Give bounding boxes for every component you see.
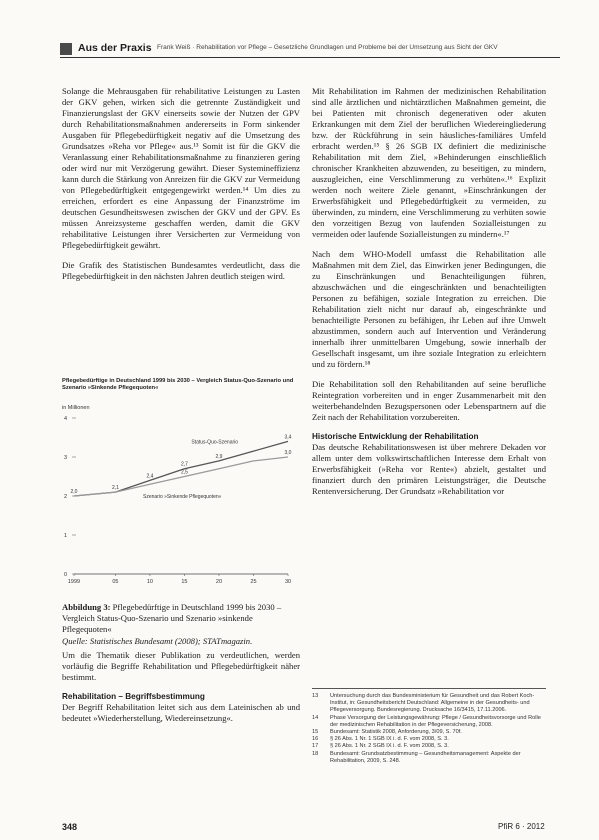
paragraph: Die Grafik des Statistischen Bundesamtes verdeutlicht, dass die Pflegebedürftigkeit in den nächsten Jahren deutlich steigen wird. (62, 260, 300, 281)
chart-ylabel: in Millionen (62, 405, 90, 411)
footnotes (312, 688, 546, 765)
footnote-number: 16 (312, 736, 319, 743)
x-tick-label: 15 (181, 579, 188, 585)
footnote-text: Bundesamt: Statistik 2008, Anforderung, 3/09, S. 70f. (330, 729, 462, 736)
figure-chart (62, 378, 300, 600)
paragraph: Solange die Mehrausgaben für rehabilitative Leistungen zu Lasten der GKV gehen, wirken sich die getrennte Zuständigkeit und Finanzierungslast der GKV einerseits sowie der Nutzen der GPV durch Rehabilitationsmaßnahmen andererseits in Form sinkender Ausgaben für Pflegebedürftigkeit negativ auf die Umsetzung des Grundsatzes »Reha vor Pflege« aus.¹³ Somit ist für die GKV die Veranlassung einer Rehabilitationsmaßnahme zu finanzieren gering oder wird nur mit Verzögerung gewährt. Dieser Systemineffizienz kann durch die Stärkung von Anreizen für die GKV zur Vermeidung von Pflegebedürftigkeit entgegengewirkt werden.¹⁴ Um dies zu erreichen, erfordert es eine Anpassung der Finanzströme im deutschen Gesundheitswesen zwischen der GKV und der GPV. Es müssen Anreizsysteme geschaffen werden, damit die GKV rehabilitative Leistungen ihrer Versicherten zur Vermeidung von Pflegebedürftigkeit gewährt. (62, 86, 300, 250)
paragraph: Um die Thematik dieser Publikation zu verdeutlichen, werden vorläufig die Begriffe Rehabilitation und Pflegebedürftigkeit näher bestimmt. (62, 650, 300, 682)
y-tick-label: 2 (64, 494, 68, 500)
footnote (312, 743, 546, 750)
page-number: 348 (62, 822, 78, 832)
x-tick-label: 10 (146, 579, 153, 585)
paragraph: Mit Rehabilitation im Rahmen der medizinischen Rehabilitation sind alle ärztlichen und nichtärztlichen Maßnahmen gemeint, die bei Patienten mit chronisch degenerativen oder akuten Erkrankungen mit dem Ziel der beruflichen Wiedereingliederung bzw. der Rückführung in sein häusliches-familiäres Umfeld erbracht werden.¹⁵ § 26 SGB IX definiert die medizinische Rehabilitation mit dem Ziel, »Behinderungen einschließlich chronischer Krankheiten abzuwenden, zu beseitigen, zu mindern, auszugleichen, eine Verschlimmerung zu verhüten«.¹⁶ Explizit werden noch weitere Ziele genannt, »Einschränkungen der Erwerbsfähigkeit und Pflegebedürftigkeit zu vermeiden, zu überwinden, zu mindern, eine Verschlimmerung zu verhüten sowie den vorzeitigen Bezug von laufenden Sozialleistungen zu vermeiden oder laufende Sozialleistungen zu mindern«.¹⁷ (312, 86, 546, 239)
y-tick-label: 3 (64, 455, 68, 461)
x-tick-label: 05 (112, 579, 119, 585)
series-label: Szenario »Sinkende Pflegequoten« (143, 493, 222, 500)
footnote-number: 13 (312, 693, 319, 699)
data-label: 2,9 (215, 453, 223, 460)
footnote-number: 17 (312, 743, 319, 750)
data-label: 2,4 (146, 473, 154, 480)
footnote-text: § 26 Abs. 1 Nr. 1 SGB IX i. d. F. vom 2008, S. 3. (330, 736, 449, 743)
section-marker (60, 43, 72, 55)
paragraph: Nach dem WHO-Modell umfasst die Rehabilitation alle Maßnahmen mit dem Ziel, das Einwirken jener Bedingungen, die zu Einschränkungen und Benachteiligungen führen, abzuschwächen und die eingeschränkten und benachteiligten Personen zu befähigen, soziale Integration zu erreichen. Die Rehabilitation zielt nicht nur darauf ab, eingeschränkte und benachteiligte Personen zu befähigen, ihr Leben auf ihre Umwelt abzustimmen, sondern auch auf Intervention und Veränderung innerhalb ihrer unmittelbaren Umgebung, sowie innerhalb der Gesellschaft insgesamt, um ihre soziale Integration zu erleichtern und zu fördern.¹⁸ (312, 249, 546, 369)
paragraph: Das deutsche Rehabilitationswesen ist über mehrere Dekaden vor allem unter dem volkswirtschaftlichen Interesse dem Erhalt von Erwerbsfähigkeit (»Reha vor Rente«) abzielt, gestaltet und finanziert durch den primären Leistungsträger, die Deutsche Rentenversicherung. Der Grundsatz »Rehabilitation vor (312, 442, 546, 496)
footnote (312, 715, 546, 729)
subheading: Historische Entwicklung der Rehabilitation (312, 432, 479, 441)
section-title: Aus der Praxis (78, 42, 152, 54)
running-title: Frank Weiß · Rehabilitation vor Pflege – Gesetzliche Grundlagen und Probleme bei der Umsetzung aus Sicht der GKV (157, 44, 498, 51)
footnote (312, 751, 546, 765)
x-tick-label: 30 (284, 579, 292, 585)
y-tick-label: 4 (64, 416, 68, 422)
paragraph: Die Rehabilitation soll den Rehabilitanden auf seine berufliche Reintegration vorbereiten und in enger Zusammenarbeit mit den weiterbehandelnden Bezugspersonen oder Lebenspartnern auf die Zeit nach der Rehabilitation vorzubereiten. (312, 379, 546, 422)
paragraph: Der Begriff Rehabilitation leitet sich aus dem Lateinischen ab und bedeutet »Wiederherstellung, Wiedereinsetzung«. (62, 702, 300, 723)
x-tick-label: 25 (250, 579, 257, 585)
x-tick-label: 1999 (67, 579, 81, 585)
page-header (60, 43, 560, 58)
series-label: Status-Quo-Szenario (191, 439, 239, 446)
line-chart (62, 378, 300, 600)
data-label: 2,0 (70, 489, 78, 495)
footnote-number: 18 (312, 750, 319, 757)
footnote-text: Untersuchung durch das Bundesministerium für Gesundheit und das Robert Koch-Institut, in: Gesundheitsbericht Deutschland: Allgemeine in der Gesundheits- und Pflegeversorgung. Bundesregierung. Drucksache 16/3415, 17.11.2006. (330, 693, 535, 714)
footnote-text: Bundesamt: Grundsatzbestimmung – Gesundheitsmanagement: Aspekte der Rehabilitation, 2009, S. 248. (330, 750, 521, 764)
caption-text: Pflegebedürftige in Deutschland 1999 bis 2030 – Vergleich Status-Quo-Szenario und Szenario »sinkende Pflegequoten« (62, 602, 282, 634)
left-column-top (62, 86, 300, 291)
journal-name: PfiR 6 · 2012 (498, 822, 545, 831)
footnote (312, 736, 546, 743)
data-label: 3,0 (284, 450, 292, 456)
footnote (312, 693, 546, 715)
footnote (312, 729, 546, 736)
data-label: 2,1 (111, 485, 119, 492)
left-column-bottom (62, 650, 300, 733)
footnote-number: 14 (312, 714, 319, 721)
footnote-number: 15 (312, 729, 319, 736)
caption-source: Quelle: Statistisches Bundesamt (2008); STATmagazin. (62, 636, 253, 646)
subheading: Rehabilitation – Begriffsbestimmung (62, 692, 205, 701)
right-column (312, 86, 546, 506)
figure-caption (62, 602, 300, 647)
y-tick-label: 1 (64, 533, 68, 539)
data-label: 2,7 (180, 461, 188, 468)
data-label: 3,4 (284, 434, 292, 441)
footnote-text: § 26 Abs. 1 Nr. 2 SGB IX i. d. F. vom 2008, S. 3. (330, 743, 449, 750)
y-tick-label: 0 (64, 572, 68, 578)
data-label: 2,5 (180, 469, 188, 476)
caption-label: Abbildung 3: (62, 602, 111, 612)
footnote-text: Phase Versorgung der Leistungsgewährung: Pflege / Gesundheitsvorsorge und Rolle der medizinischen Rehabilitation in der Pflegeversicherung, 2008. (330, 714, 541, 728)
chart-title: Pflegebedürftige in Deutschland 1999 bis 2030 – Vergleich Status-Quo-Szenario und Szenario »Sinkende Pflegequoten« (62, 378, 294, 392)
x-tick-label: 20 (215, 579, 223, 585)
